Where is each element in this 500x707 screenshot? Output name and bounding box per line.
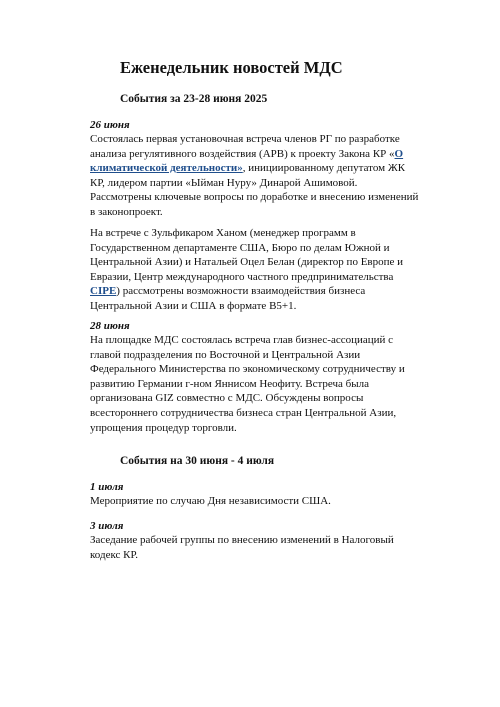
- news-item-26-june: [90, 119, 435, 220]
- text-line: Рассмотрены ключевые вопросы по доработке и внесению изменений: [90, 191, 419, 204]
- text-line: На площадке МДС состоялась встреча глав бизнес-ассоциаций с: [90, 334, 394, 346]
- text-line: Мероприятие по случаю Дня независимости США.: [90, 495, 331, 507]
- cipe-link[interactable]: CIPE: [90, 285, 117, 298]
- text-line: Евразии, Центр международного частного предпринимательства: [90, 270, 394, 283]
- text-segment: анализа регулятивного воздействия (АРВ) к проекту Закона КР «: [90, 147, 395, 160]
- text-line: организована GIZ совместно с МДС. Обсуждены вопросы: [90, 392, 364, 405]
- text-line: [90, 147, 435, 162]
- text-line: всестороннего сотрудничества бизнеса стран Центральной Азии,: [90, 406, 397, 419]
- news-paragraph: [90, 226, 435, 314]
- text-segment: , инициированному депутатом ЖК: [242, 162, 406, 175]
- event-date: 3 июля: [90, 520, 124, 532]
- text-line: Государственном департаменте США, Бюро по делам Южной и: [90, 241, 390, 254]
- news-item-meeting-cipe: [90, 226, 435, 314]
- event-paragraph: [90, 533, 435, 562]
- text-line: Состоялась первая установочная встреча членов РГ по разработке: [90, 133, 400, 145]
- news-paragraph: [90, 333, 435, 435]
- week-1-heading: События за 23-28 июня 2025: [120, 93, 268, 105]
- text-line: [90, 161, 435, 176]
- text-line: главой подразделения по Восточной и Центральной Азии: [90, 348, 361, 361]
- news-date: 26 июня: [90, 119, 130, 131]
- text-line: На встрече с Зульфикаром Ханом (менеджер программ в: [90, 227, 356, 239]
- text-line: Федерального Министерства по экономическому сотрудничеству и: [90, 363, 405, 376]
- text-line: кодекс КР.: [90, 548, 138, 561]
- news-date: 28 июня: [90, 320, 130, 332]
- event-paragraph: [90, 494, 435, 509]
- text-segment: ) рассмотрены возможности взаимодействия бизнеса: [116, 285, 366, 298]
- text-line: Центральной Азии) и Натальей Оцел Белан (директор по Европе и: [90, 256, 404, 269]
- news-paragraph: [90, 132, 435, 220]
- text-line: Заседание рабочей группы по внесению изменений в Налоговый: [90, 534, 394, 546]
- climate-law-link-continued[interactable]: климатической деятельности»: [90, 162, 243, 175]
- news-item-28-june: [90, 320, 435, 435]
- text-line: [90, 284, 435, 299]
- text-line: КР, лидером партии «Ыйман Нуру» Динарой Ашимовой.: [90, 176, 358, 189]
- text-line: развитию Германии г-ном Яннисом Неофиту. Встреча была: [90, 377, 370, 390]
- week-2-heading: События на 30 июня - 4 июля: [120, 455, 275, 467]
- event-item-1-july: [90, 481, 435, 509]
- text-line: в законопроект.: [90, 205, 163, 218]
- climate-law-link[interactable]: О: [394, 147, 404, 160]
- text-line: упрощения процедур торговли.: [90, 421, 237, 434]
- page-title: Еженедельник новостей МДС: [120, 58, 343, 77]
- event-item-3-july: [90, 520, 435, 562]
- text-line: Центральной Азии и США в формате B5+1.: [90, 299, 297, 312]
- event-date: 1 июля: [90, 481, 124, 493]
